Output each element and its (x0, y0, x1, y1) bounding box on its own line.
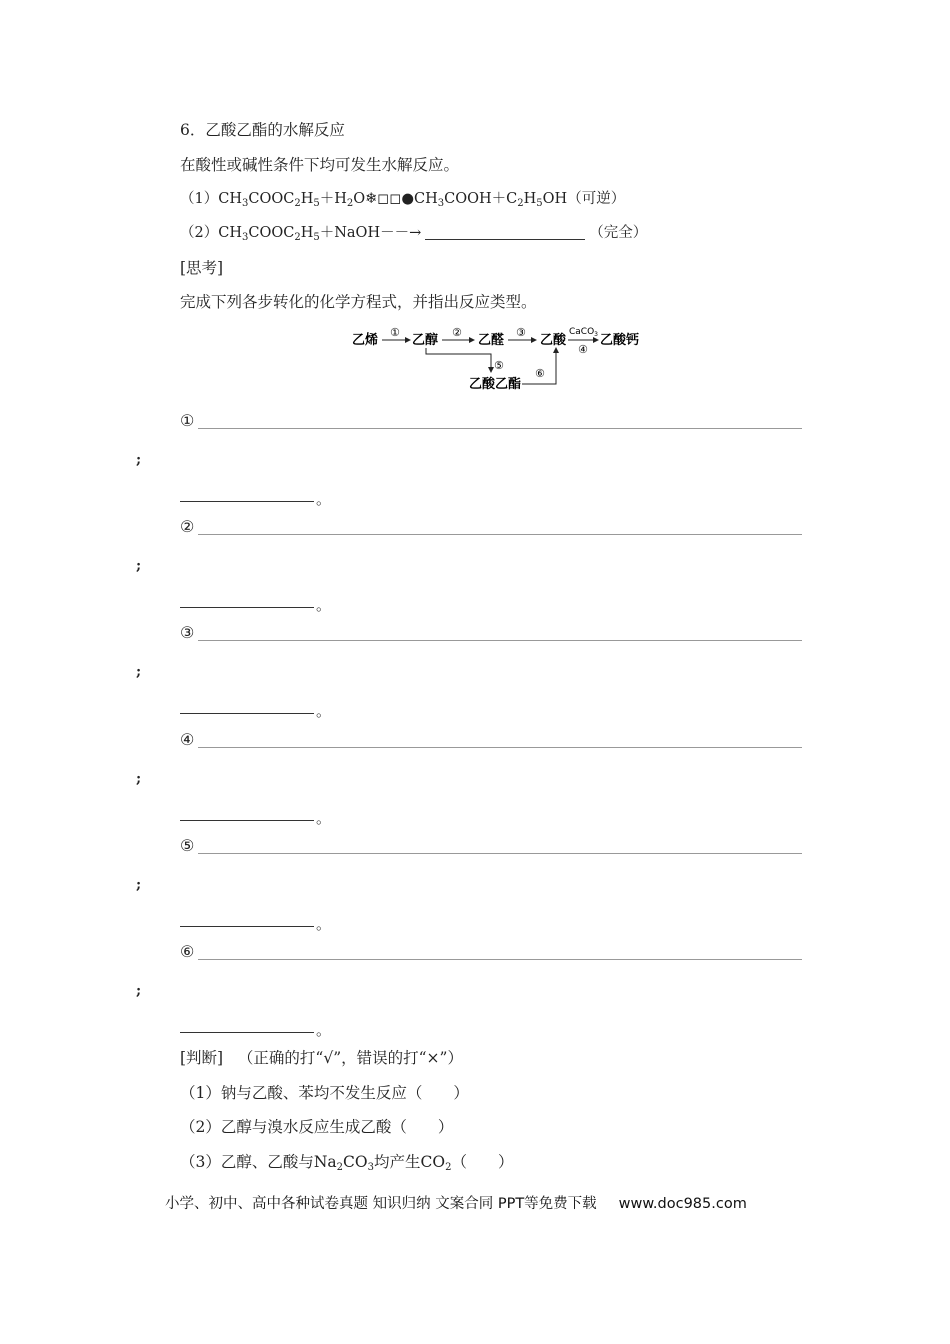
product-blank[interactable] (425, 225, 585, 240)
answer-number: ④ (180, 730, 195, 749)
intro-text: 在酸性或碱性条件下均可发生水解反应。 (180, 156, 460, 174)
footer-site-link[interactable]: www.doc985.com (618, 1196, 747, 1212)
answer-line[interactable] (198, 534, 802, 535)
answer-number: ⑥ (180, 942, 195, 961)
step-6-label: ⑥ (535, 367, 545, 380)
node-ethyl-acetate: 乙酸乙酯 (469, 377, 522, 392)
answer-line[interactable] (198, 640, 802, 641)
answer-semicolon: ; (136, 877, 142, 893)
node-calcium-acetate: 乙酸钙 (600, 333, 640, 348)
answer-semicolon: ; (136, 558, 142, 574)
answer-row-4[interactable] (180, 730, 802, 750)
reversible-arrow-glyph: ❄◻◻● (365, 191, 415, 207)
answer-row-1[interactable] (180, 411, 802, 431)
judge-instruction: （正确的打“√”，错误的打“×”） (237, 1049, 463, 1067)
answer-line[interactable] (198, 428, 802, 429)
step-1-label: ① (390, 326, 400, 339)
answer-period: 。 (316, 1021, 332, 1039)
answer-period: 。 (316, 809, 332, 827)
node-acetic-acid: 乙酸 (540, 333, 567, 348)
section-heading: 6．乙酸乙酯的水解反应 (180, 121, 345, 139)
answer-line[interactable] (198, 747, 802, 748)
reaction-type-blank[interactable] (180, 500, 314, 502)
answer-number: ③ (180, 623, 195, 642)
judge-label: [判断] (180, 1049, 224, 1067)
answer-semicolon: ; (136, 664, 142, 680)
judge-question-1: （1）钠与乙酸、苯均不发生反应（ ） (180, 1084, 469, 1102)
answer-period: 。 (316, 490, 332, 508)
answer-period: 。 (316, 915, 332, 933)
answer-line[interactable] (198, 853, 802, 854)
judge-question-2: （2）乙醇与溴水反应生成乙酸（ ） (180, 1118, 454, 1136)
think-label: [思考] (180, 259, 224, 277)
step-5-label: ⑤ (494, 359, 504, 372)
reaction-type-blank[interactable] (180, 1031, 314, 1033)
reaction-type-blank[interactable] (180, 712, 314, 714)
reaction-type-blank[interactable] (180, 925, 314, 927)
footer-banner (165, 1192, 747, 1213)
reagent-caco3: CaCO$_3$ (569, 327, 598, 338)
node-ethanol: 乙醇 (412, 333, 439, 348)
reaction-type-blank[interactable] (180, 819, 314, 821)
answer-semicolon: ; (136, 771, 142, 787)
answer-row-2[interactable] (180, 517, 802, 537)
answer-row-5[interactable] (180, 836, 802, 856)
answer-line[interactable] (198, 959, 802, 960)
reaction-type-blank[interactable] (180, 606, 314, 608)
think-prompt: 完成下列各步转化的化学方程式，并指出反应类型。 (180, 293, 537, 311)
answer-row-3[interactable] (180, 623, 802, 643)
answer-number: ⑤ (180, 836, 195, 855)
judge-question-3: （3）乙醇、乙酸与$Na_2CO_3$均产生$CO_2$（ ） (180, 1153, 514, 1173)
step-2-label: ② (452, 326, 462, 339)
equation-2: $(2)CH_3COOC_2H_5+NaOH--\to$ （完全） (180, 225, 648, 243)
equation-1: $(1)CH_3COOC_2H_5+H_2O❄◻◻●CH_3COOH+C_2H_5OH$（可逆） (180, 191, 626, 209)
answer-number: ② (180, 517, 195, 536)
answer-semicolon: ; (136, 452, 142, 468)
judge-header (180, 1048, 463, 1068)
step-4-label: ④ (578, 343, 588, 356)
node-acetaldehyde: 乙醛 (478, 333, 505, 348)
answer-period: 。 (316, 702, 332, 720)
reaction-scheme (348, 322, 668, 392)
node-ethylene: 乙烯 (352, 333, 379, 348)
footer-text: 小学、初中、高中各种试卷真题 知识归纳 文案合同 PPT等免费下载 (165, 1196, 597, 1212)
answer-period: 。 (316, 596, 332, 614)
answer-semicolon: ; (136, 983, 142, 999)
step-3-label: ③ (516, 326, 526, 339)
answer-row-6[interactable] (180, 942, 802, 962)
answer-number: ① (180, 411, 195, 430)
